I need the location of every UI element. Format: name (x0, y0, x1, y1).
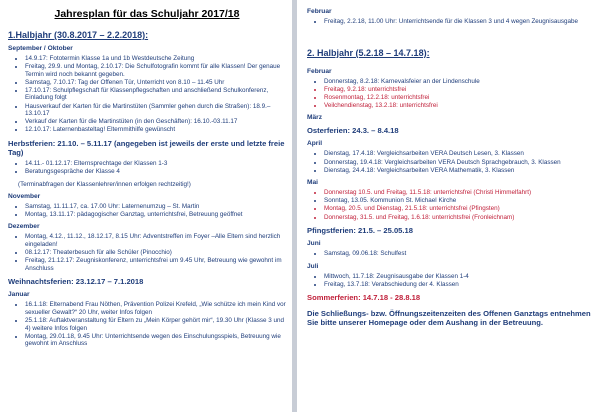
page-right (297, 0, 600, 412)
list-item: • Samstag, 09.06.18: Schulfest (324, 250, 594, 258)
list-item: • Sonntag, 13.05. Kommunion St. Michael Kirche (324, 197, 594, 205)
list-item: • Donnerstag, 8.2.18: Karnevalsfeier an der Lindenschule (324, 78, 594, 86)
sommerferien-heading: Sommerferien: 14.7.18 - 28.8.18 (307, 293, 421, 303)
november-list (8, 203, 286, 219)
month-heading-februar-1: Februar (307, 8, 332, 15)
dezember-list (8, 233, 286, 272)
closing-note: Die Schließungs- bzw. Öffnungszeitenzeiten des Offenen Ganztags entnehmen Sie bitte unserer Homepage oder dem Aushang in der Betreuung. (307, 309, 591, 328)
month-heading-april: April (307, 140, 323, 148)
juli-list (307, 273, 594, 289)
sep-okt-list (8, 55, 286, 134)
list-item: • Veilchendienstag, 13.2.18: unterrichtsfrei (324, 102, 594, 110)
herbstferien-heading: Herbstferien: 21.10. – 5.11.17 (angegeben ist jeweils der erste und letzte freie Tag) (8, 138, 285, 157)
document-title: Jahresplan für das Schuljahr 2017/18 (54, 8, 240, 20)
list-item: • 14.11.- 01.12.17: Elternsprechtage der Klassen 1-3 (25, 160, 286, 168)
list-item: • 08.12.17: Theaterbesuch für alle Schüler (Pinocchio) (25, 249, 286, 257)
list-item: • Samstag, 7.10.17: Tag der Offenen Tür, Unterricht von 8.10 – 11.45 Uhr (25, 79, 286, 87)
list-item: • Montag, 20.5. und Dienstag, 21.5.18: unterrichtsfrei (Pfingsten) (324, 205, 594, 213)
mai-list (307, 189, 594, 221)
page-left (0, 0, 292, 412)
second-half-heading: 2. Halbjahr (5.2.18 – 14.7.18): (307, 47, 430, 58)
first-half-heading: 1.Halbjahr (30.8.2017 – 2.2.2018): (8, 30, 149, 40)
list-item: • Beratungsgespräche der Klasse 4 (25, 168, 286, 176)
list-item: • Freitag, 9.2.18: unterrichtsfrei (324, 86, 594, 94)
januar-list (8, 301, 286, 348)
month-heading-januar: Januar (8, 291, 30, 299)
list-item: • 12.10.17: Laternenbasteltag! Elternmithilfe gewünscht (25, 126, 286, 134)
pfingstferien-heading: Pfingstferien: 21.5. – 25.05.18 (307, 226, 413, 236)
list-item: • Hausverkauf der Karten für die Martinstüten (Sammler gehen durch die Straßen): 18.9.–13.10.17 (25, 103, 286, 118)
herbst-list (8, 160, 286, 176)
list-item: • Freitag, 13.7.18: Verabschiedung der 4. Klassen (324, 281, 594, 289)
month-heading-juni: Juni (307, 240, 321, 248)
month-heading-maerz: März (307, 114, 323, 122)
month-heading-mai: Mai (307, 179, 318, 187)
list-item: • 25.1.18: Auftaktveranstaltung für Eltern zu „Mein Körper gehört mir“, 19.30 Uhr (Klasse 3 und 4) weitere Infos folgen (25, 317, 286, 332)
osterferien-heading: Osterferien: 24.3. – 8.4.18 (307, 126, 399, 136)
list-item: • Samstag, 11.11.17, ca. 17.00 Uhr: Laternenumzug – St. Martin (25, 203, 286, 211)
februar-2-list (307, 78, 594, 110)
weihnachtsferien-heading: Weihnachtsferien: 23.12.17 – 7.1.2018 (8, 277, 144, 287)
list-item: • 16.1.18: Elternabend Frau Nöthen, Prävention Polizei Krefeld, „Wie schütze ich mein Kind vor sexueller Gewalt?“ 20 Uhr, weiter Infos folgen (25, 301, 286, 316)
list-item: • Dienstag, 24.4.18: Vergleichsarbeiten VERA Mathematik, 3. Klassen (324, 167, 594, 175)
list-item: • Montag, 4.12., 11.12., 18.12.17, 8.15 Uhr: Adventstreffen im Foyer –Alle Eltern sind herzlich eingeladen! (25, 233, 286, 248)
month-heading-sep-okt: September / Oktober (8, 45, 73, 52)
list-item: • Donnerstag, 19.4.18: Vergleichsarbeiten VERA Deutsch Sprachgebrauch, 3. Klassen (324, 159, 594, 167)
april-list (307, 150, 594, 174)
list-item: • 14.9.17: Fototermin Klasse 1a und 1b Westdeutsche Zeitung (25, 55, 286, 63)
list-item: • Dienstag, 17.4.18: Vergleichsarbeiten VERA Deutsch Lesen, 3. Klassen (324, 150, 594, 158)
list-item: • 17.10.17: Schulpflegschaft für Klassenpflegschaften und anschließend Schulkonferenz, Einladung folgt (25, 87, 286, 102)
list-item: • Freitag, 2.2.18, 11.00 Uhr: Unterrichtsende für die Klassen 3 und 4 wegen Zeugnisausgabe (324, 18, 594, 26)
list-item: • Mittwoch, 11.7.18: Zeugnisausgabe der Klassen 1-4 (324, 273, 594, 281)
list-item: • Donnerstag 10.5. und Freitag, 11.5.18: unterrichtsfrei (Christi Himmelfahrt) (324, 189, 594, 197)
list-item: • Rosenmontag, 12.2.18: unterrichtsfrei (324, 94, 594, 102)
list-item: • Montag, 13.11.17: pädagogischer Ganztag, unterrichtsfrei, Betreuung geöffnet (25, 211, 286, 219)
month-heading-februar-2: Februar (307, 67, 332, 75)
list-item: • Verkauf der Karten für die Martinstüten (in den Geschäften): 16.10.-03.11.17 (25, 118, 286, 126)
month-heading-november: November (8, 192, 41, 200)
juni-list (307, 250, 594, 258)
februar-1-list (307, 18, 594, 26)
list-item: • Donnerstag, 31.5. und Freitag, 1.6.18: unterrichtsfrei (Fronleichnam) (324, 214, 594, 222)
list-item: • Freitag, 29.9. und Montag, 2.10.17: Die Schulfotografin kommt für alle Klassen! Der genaue Termin wird noch bekannt gegeben. (25, 63, 286, 78)
list-item: • Freitag, 21.12.17: Zeugniskonferenz, unterrichtsfrei um 9.45 Uhr, Betreuung wie gewohnt im Anschluss (25, 257, 286, 272)
termin-note: (Terminabfragen der Klassenlehrer/innen erfolgen rechtzeitig!) (18, 180, 191, 188)
list-item: • Montag, 29.01.18, 9.45 Uhr: Unterrichtsende wegen des Einschulungsspiels, Betreuung wie gewohnt im Anschluss (25, 333, 286, 348)
month-heading-dezember: Dezember (8, 223, 40, 231)
month-heading-juli: Juli (307, 262, 319, 270)
